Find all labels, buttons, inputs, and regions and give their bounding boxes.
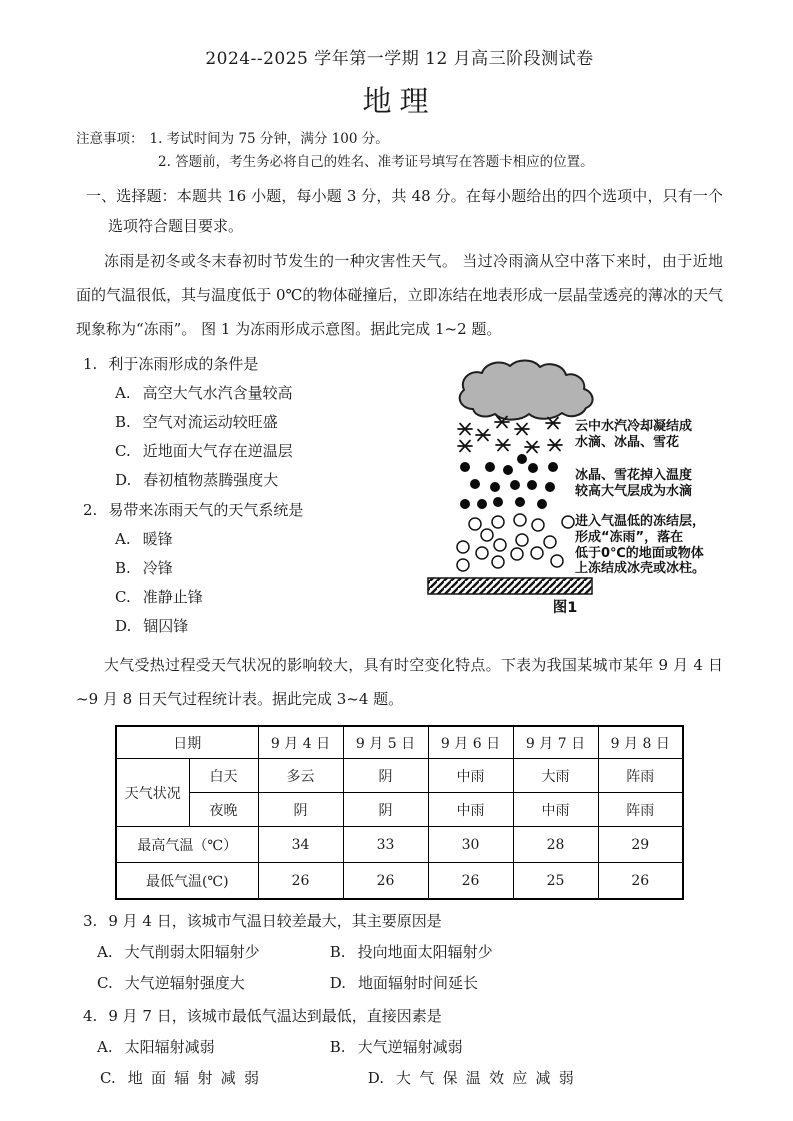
table-cell: 阵雨 (598, 759, 683, 793)
question-3-option-b: B. 投向地面太阳辐射少 (329, 943, 493, 961)
question-1-option-c: C. 近地面大气存在逆温层 (115, 442, 293, 460)
question-3-option-a: A. 大气削弱太阳辐射少 (97, 943, 260, 961)
exam-notes (76, 128, 723, 174)
weather-table (115, 725, 684, 900)
question-4-option-a: A. 太阳辐射减弱 (97, 1038, 215, 1056)
table-header-daytime: 白天 (189, 759, 258, 793)
question-1-number: 1. (83, 355, 98, 373)
exam-subject: 地理 (362, 84, 437, 118)
table-cell: 26 (258, 863, 343, 900)
table-cell: 28 (513, 827, 598, 863)
table-row-night-weather (116, 793, 683, 827)
note-line-1 (76, 128, 723, 151)
table-cell: 33 (343, 827, 428, 863)
question-3-stem: 3. 9 月 4 日，该城市气温日较差最大，其主要原因是 (83, 912, 442, 930)
question-4-option-b: B. 大气逆辐射减弱 (329, 1038, 463, 1056)
table-header-weather: 天气状况 (116, 759, 189, 827)
exam-title: 2024--2025 学年第一学期 12 月高三阶段测试卷 (205, 49, 594, 69)
annotation-condense-line2: 水滴、冰晶、雪花 (575, 435, 680, 450)
figure-1 (423, 357, 723, 619)
table-cell: 9 月 8 日 (598, 726, 683, 759)
note-line-2: 2. 答题前，考生务必将自己的姓名、准考证号填写在答题卡相应的位置。 (158, 154, 594, 170)
notes-label: 注意事项： (76, 131, 144, 147)
question-4-options-row-2 (100, 1067, 723, 1090)
question-1-stem: 1. 利于冻雨形成的条件是 (83, 355, 259, 373)
annotation-freeze-line3: 低于0℃的地面或物体 (575, 546, 704, 561)
table-cell: 26 (428, 863, 513, 900)
water-drop-dots (460, 454, 558, 509)
table-cell: 25 (513, 863, 598, 900)
question-2-stem: 2. 易带来冻雨天气的天气系统是 (83, 501, 304, 519)
question-1-option-a: A. 高空大气水汽含量较高 (115, 384, 293, 402)
note-1-text: 1. 考试时间为 75 分钟，满分 100 分。 (149, 131, 389, 147)
table-cell: 9 月 6 日 (428, 726, 513, 759)
table-cell: 多云 (258, 759, 343, 793)
question-3-number: 3. (83, 912, 98, 930)
question-block-1-2 (76, 353, 723, 638)
question-3-option-d: D. 地面辐射时间延长 (329, 974, 479, 992)
ground-surface (428, 578, 592, 594)
question-4-stem: 4. 9 月 7 日，该城市最低气温达到最低，直接因素是 (83, 1007, 442, 1025)
table-cell: 9 月 7 日 (513, 726, 598, 759)
question-3-option-c: C. 大气逆辐射强度大 (97, 974, 245, 992)
cloud-icon (460, 360, 593, 419)
question-2-option-c: C. 准静止锋 (115, 588, 203, 606)
question-1-option-d: D. 春初植物蒸腾强度大 (115, 471, 279, 489)
question-1-option-b: B. 空气对流运动较旺盛 (115, 413, 278, 431)
freezing-rain-circles (457, 514, 574, 571)
question-2-option-a: A. 暖锋 (115, 530, 173, 548)
table-row-dates (116, 726, 683, 759)
annotation-melt-line2: 较高大气层成为水滴 (575, 484, 693, 499)
table-cell: 29 (598, 827, 683, 863)
figure-1-diagram (423, 357, 723, 619)
question-4-option-c: C. 地面辐射减弱 (100, 1069, 268, 1087)
question-4-number: 4. (83, 1007, 98, 1025)
table-cell: 26 (343, 863, 428, 900)
table-cell: 大雨 (513, 759, 598, 793)
passage-heating-process: 大气受热过程受天气状况的影响较大，具有时空变化特点。下表为我国某城市某年 9 月 4 日~9 月 8 日天气过程统计表。据此完成 3~4 题。 (76, 656, 723, 708)
question-block-4 (76, 1005, 723, 1090)
table-cell: 中雨 (428, 759, 513, 793)
table-cell: 中雨 (428, 793, 513, 827)
section-heading: 一、选择题：本题共 16 小题，每小题 3 分，共 48 分。在每小题给出的四个选项中，只有一个选项符合题目要求。 (86, 187, 723, 235)
question-3-options-row-1 (97, 941, 723, 964)
table-header-min-temp: 最低气温(℃) (116, 863, 258, 900)
table-cell: 30 (428, 827, 513, 863)
annotation-condense-line1: 云中水汽冷却凝结成 (575, 419, 693, 434)
table-header-max-temp: 最高气温（℃） (116, 827, 258, 863)
question-3-options-row-2 (97, 972, 723, 995)
table-cell: 9 月 5 日 (343, 726, 428, 759)
passage-freezing-rain: 冻雨是初冬或冬末春初时节发生的一种灾害性天气。 当过冷雨滴从空中落下来时，由于近地面的气温很低，其与温度低于 0℃的物体碰撞后，立即冻结在地表形成一层晶莹透亮的薄冰的天气现象称为“冻雨”。 图 1 为冻雨形成示意图。据此完成 1~2 题。 (76, 252, 723, 338)
question-2-number: 2. (83, 501, 98, 519)
table-cell: 阴 (258, 793, 343, 827)
table-cell: 26 (598, 863, 683, 900)
figure-annotations (574, 418, 705, 576)
table-cell: 阴 (343, 759, 428, 793)
question-2-option-d: D. 锢囚锋 (115, 617, 189, 635)
question-4-options-row-1 (97, 1036, 723, 1059)
figure-caption: 图1 (552, 600, 578, 616)
table-row-day-weather (116, 759, 683, 793)
table-row-max-temp (116, 827, 683, 863)
table-row-min-temp (116, 863, 683, 900)
question-2-option-b: B. 冷锋 (115, 559, 173, 577)
question-4-option-d: D. 大气保温效应减弱 (367, 1069, 583, 1087)
snowflake-icons (458, 417, 562, 453)
table-cell: 34 (258, 827, 343, 863)
table-header-night: 夜晚 (189, 793, 258, 827)
table-cell: 中雨 (513, 793, 598, 827)
annotation-freeze-line4: 上冻结成冰壳或冰柱。 (575, 561, 706, 576)
annotation-melt-line1: 冰晶、雪花掉入温度 (575, 468, 693, 483)
table-header-date: 日期 (116, 726, 258, 759)
annotation-freeze-line1: 进入气温低的冻结层， (575, 514, 706, 529)
table-cell: 9 月 4 日 (258, 726, 343, 759)
table-cell: 阴 (343, 793, 428, 827)
table-cell: 阵雨 (598, 793, 683, 827)
annotation-freeze-line2: 形成“冻雨”，落在 (575, 530, 684, 545)
question-block-3 (76, 910, 723, 995)
